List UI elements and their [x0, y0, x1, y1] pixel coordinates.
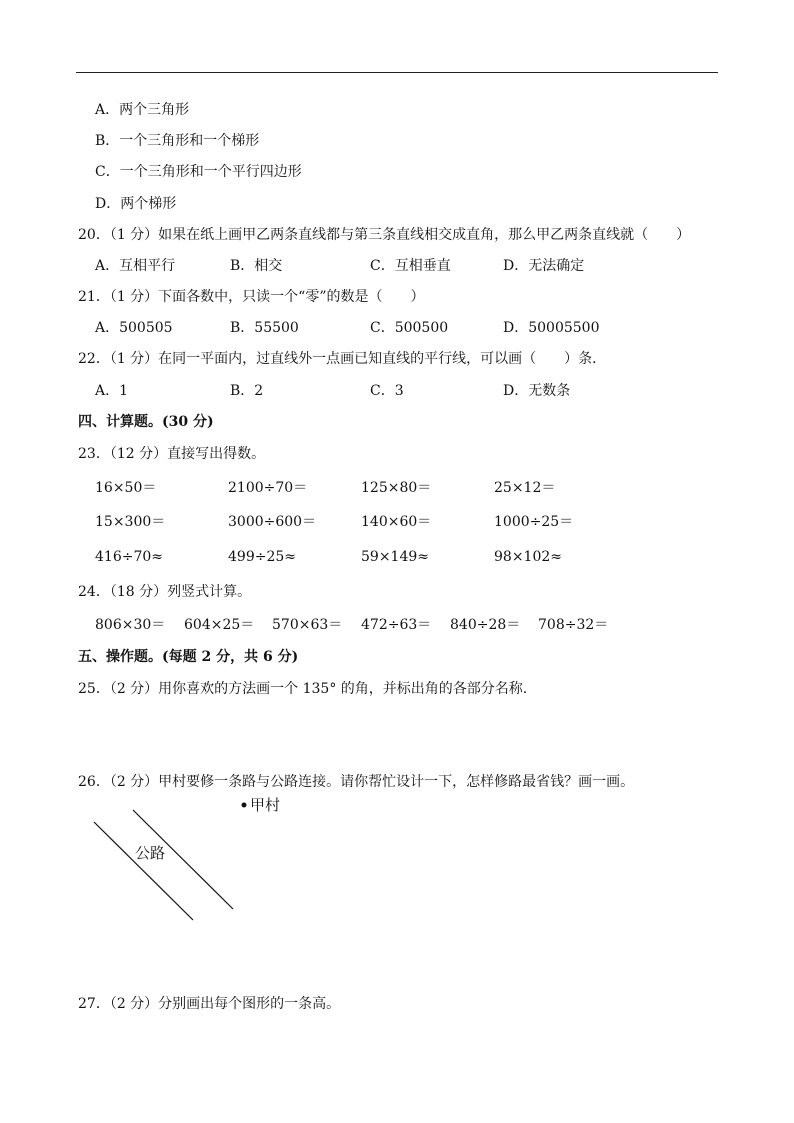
- q21-stem: 21．（1 分）下面各数中，只读一个“零”的数是（ ）: [78, 289, 425, 305]
- q19-option-c: C．一个三角形和一个平行四边形: [95, 164, 302, 180]
- q22-stem: 22．（1 分）在同一平面内，过直线外一点画已知直线的平行线，可以画（ ）条．: [78, 351, 607, 367]
- section-4-title: 四、计算题。(30 分): [78, 414, 214, 430]
- q23-item: 59×149≈: [361, 549, 429, 565]
- q24-item: 840÷28＝: [450, 617, 521, 633]
- q19-option-b: B．一个三角形和一个梯形: [95, 133, 260, 149]
- section-5-title: 五、操作题。(每题 2 分，共 6 分): [78, 649, 299, 665]
- road-edge-left: [94, 822, 193, 920]
- q20-stem: 20．（1 分）如果在纸上画甲乙两条直线都与第三条直线相交成直角，那么甲乙两条直线就（ ）: [78, 227, 691, 243]
- q20-option-d: D．无法确定: [503, 258, 585, 274]
- q24-item: 604×25＝: [184, 617, 255, 633]
- q22-option-a: A．1: [95, 383, 129, 399]
- q23-item: 140×60＝: [361, 514, 432, 530]
- q26-stem: 26．（2 分）甲村要修一条路与公路连接。请你帮忙设计一下，怎样修路最省钱？画一画。: [78, 774, 635, 790]
- q23-item: 98×102≈: [494, 549, 562, 565]
- q21-option-a: A．500505: [95, 320, 173, 336]
- q27-stem: 27．（2 分）分别画出每个图形的一条高。: [78, 996, 341, 1012]
- q23-item: 2100÷70＝: [228, 480, 308, 496]
- road-diagram-svg: [60, 790, 320, 940]
- header-rule: [76, 72, 718, 73]
- q24-item: 570×63＝: [272, 617, 343, 633]
- village-label: 甲村: [250, 796, 281, 814]
- q21-option-c: C．500500: [370, 320, 449, 336]
- q20-option-c: C．互相垂直: [370, 258, 451, 274]
- q24-item: 806×30＝: [95, 617, 166, 633]
- q24-item: 708÷32＝: [538, 617, 609, 633]
- q20-option-b: B．相交: [230, 258, 283, 274]
- road-label: 公路: [135, 844, 166, 862]
- q24-stem: 24．（18 分）列竖式计算。: [78, 584, 252, 600]
- q23-item: 25×12＝: [494, 480, 556, 496]
- q23-stem: 23．（12 分）直接写出得数。: [78, 446, 266, 462]
- q22-option-d: D．无数条: [503, 383, 571, 399]
- q24-item: 472÷63＝: [361, 617, 432, 633]
- q21-option-b: B．55500: [230, 320, 299, 336]
- q21-option-d: D．50005500: [503, 320, 600, 336]
- q25-stem: 25．（2 分）用你喜欢的方法画一个 135° 的角，并标出角的各部分名称.: [78, 681, 528, 697]
- q19-option-d: D．两个梯形: [95, 196, 177, 212]
- road-diagram: [60, 790, 320, 940]
- q22-option-c: C．3: [370, 383, 404, 399]
- q23-item: 3000÷600＝: [228, 514, 317, 530]
- q23-item: 416÷70≈: [95, 549, 163, 565]
- q23-item: 1000÷25＝: [494, 514, 574, 530]
- q23-item: 499÷25≈: [228, 549, 296, 565]
- q19-option-a: A．两个三角形: [95, 102, 190, 118]
- village-dot: [242, 803, 247, 808]
- q23-item: 15×300＝: [95, 514, 166, 530]
- q23-item: 125×80＝: [361, 480, 432, 496]
- q20-option-a: A．互相平行: [95, 258, 176, 274]
- q22-option-b: B．2: [230, 383, 264, 399]
- q23-item: 16×50＝: [95, 480, 157, 496]
